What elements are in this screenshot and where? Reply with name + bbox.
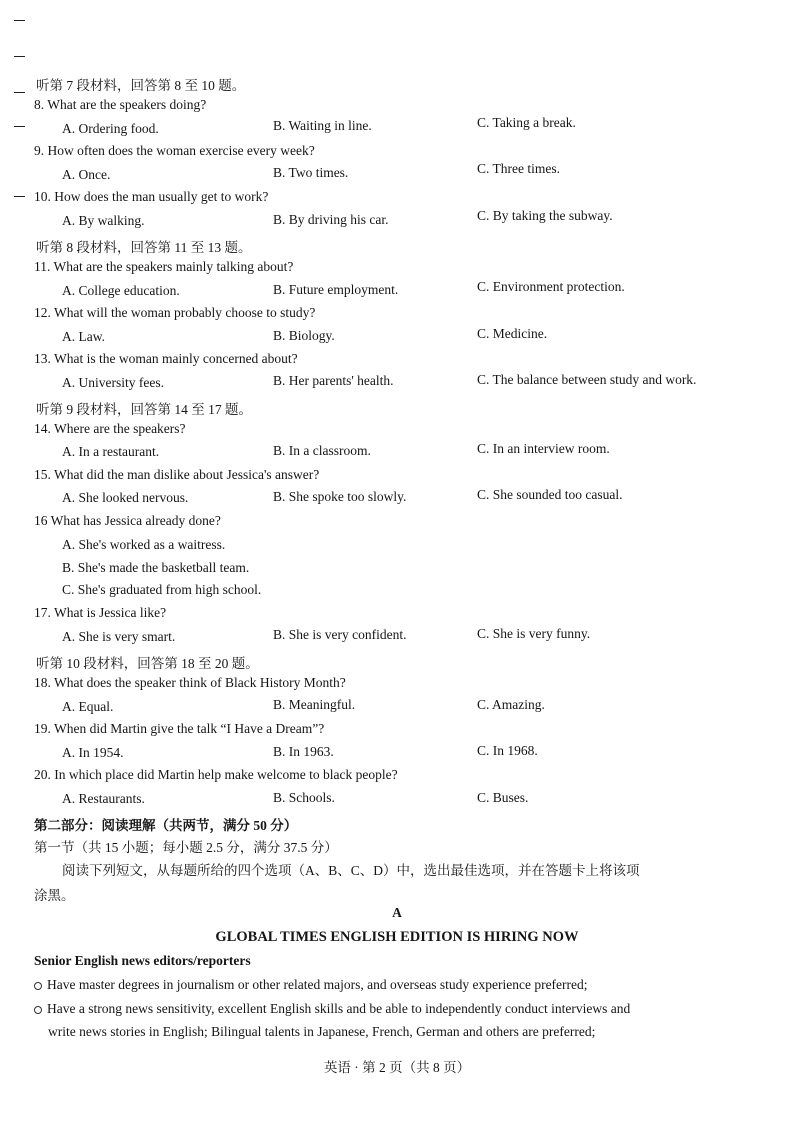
option-19b: B. In 1963. <box>273 744 334 759</box>
question-8: 8. What are the speakers doing? <box>34 97 207 112</box>
option-16a: A. She's worked as a waitress. <box>62 537 226 552</box>
question-18: 18. What does the speaker think of Black History Month? <box>34 675 346 690</box>
option-20a: A. Restaurants. <box>62 791 145 806</box>
option-20b: B. Schools. <box>273 790 335 805</box>
section-heading-7: 听第 7 段材料，回答第 8 至 10 题。 <box>36 78 246 93</box>
question-10: 10. How does the man usually get to work? <box>34 189 269 204</box>
option-20c: C. Buses. <box>477 790 529 805</box>
part2-title: 第二部分：阅读理解（共两节，满分 50 分） <box>34 818 298 833</box>
question-20: 20. In which place did Martin help make welcome to black people? <box>34 767 398 782</box>
option-13b: B. Her parents' health. <box>273 373 394 388</box>
question-9: 9. How often does the woman exercise every week? <box>34 143 315 158</box>
margin-mark <box>14 126 25 127</box>
option-14b: B. In a classroom. <box>273 443 371 458</box>
question-12: 12. What will the woman probably choose to study? <box>34 305 316 320</box>
margin-mark <box>14 56 25 57</box>
bullet-text: Have a strong news sensitivity, excellent English skills and be able to independently conduct interviews and <box>47 1001 631 1016</box>
margin-mark <box>14 196 25 197</box>
margin-mark <box>14 92 25 93</box>
option-11c: C. Environment protection. <box>477 279 625 294</box>
option-14c: C. In an interview room. <box>477 441 610 456</box>
option-13a: A. University fees. <box>62 375 164 390</box>
passage-label: A <box>392 905 402 920</box>
question-11: 11. What are the speakers mainly talking about? <box>34 259 294 274</box>
option-19c: C. In 1968. <box>477 743 538 758</box>
option-12b: B. Biology. <box>273 328 335 343</box>
question-15: 15. What did the man dislike about Jessica's answer? <box>34 467 320 482</box>
page-footer: 英语 · 第 2 页（共 8 页） <box>323 1060 471 1075</box>
part2-instruction: 阅读下列短文，从每题所给的四个选项（A、B、C、D）中，选出最佳选项，并在答题卡上将该项 <box>62 863 640 878</box>
option-10a: A. By walking. <box>62 213 145 228</box>
margin-mark <box>14 20 25 21</box>
option-17a: A. She is very smart. <box>62 629 176 644</box>
option-16c: C. She's graduated from high school. <box>62 582 262 597</box>
option-15b: B. She spoke too slowly. <box>273 489 407 504</box>
bullet-text-continuation: write news stories in English; Bilingual talents in Japanese, French, German and others are preferred; <box>48 1024 596 1039</box>
option-14a: A. In a restaurant. <box>62 444 160 459</box>
option-18b: B. Meaningful. <box>273 697 356 712</box>
section-heading-8: 听第 8 段材料，回答第 11 至 13 题。 <box>36 240 252 255</box>
option-9c: C. Three times. <box>477 161 560 176</box>
bullet-item <box>34 1001 630 1017</box>
question-16: 16 What has Jessica already done? <box>34 513 221 528</box>
option-8a: A. Ordering food. <box>62 121 159 136</box>
option-13c: C. The balance between study and work. <box>477 372 697 387</box>
option-11b: B. Future employment. <box>273 282 399 297</box>
section-heading-9: 听第 9 段材料，回答第 14 至 17 题。 <box>36 402 252 417</box>
option-15c: C. She sounded too casual. <box>477 487 623 502</box>
bullet-text: Have master degrees in journalism or other related majors, and overseas study experience preferred; <box>47 977 588 992</box>
question-13: 13. What is the woman mainly concerned about? <box>34 351 298 366</box>
passage-title: GLOBAL TIMES ENGLISH EDITION IS HIRING NOW <box>215 929 579 945</box>
option-12c: C. Medicine. <box>477 326 548 341</box>
question-17: 17. What is Jessica like? <box>34 605 167 620</box>
option-9a: A. Once. <box>62 167 111 182</box>
part2-instruction-cont: 涂黑。 <box>34 888 75 903</box>
question-14: 14. Where are the speakers? <box>34 421 186 436</box>
option-19a: A. In 1954. <box>62 745 124 760</box>
part2-section1: 第一节（共 15 小题；每小题 2.5 分，满分 37.5 分） <box>34 840 338 855</box>
option-16b: B. She's made the basketball team. <box>62 560 250 575</box>
option-10c: C. By taking the subway. <box>477 208 613 223</box>
bullet-icon <box>34 1006 42 1014</box>
bullet-icon <box>34 982 42 990</box>
option-17c: C. She is very funny. <box>477 626 591 641</box>
option-18c: C. Amazing. <box>477 697 545 712</box>
option-15a: A. She looked nervous. <box>62 490 189 505</box>
option-10b: B. By driving his car. <box>273 212 389 227</box>
question-19: 19. When did Martin give the talk “I Have a Dream”? <box>34 721 325 736</box>
bullet-item <box>34 977 588 993</box>
passage-subtitle: Senior English news editors/reporters <box>34 953 251 968</box>
option-11a: A. College education. <box>62 283 180 298</box>
option-8b: B. Waiting in line. <box>273 118 372 133</box>
option-17b: B. She is very confident. <box>273 627 407 642</box>
option-9b: B. Two times. <box>273 165 349 180</box>
option-18a: A. Equal. <box>62 699 114 714</box>
option-8c: C. Taking a break. <box>477 115 576 130</box>
option-12a: A. Law. <box>62 329 105 344</box>
section-heading-10: 听第 10 段材料，回答第 18 至 20 题。 <box>36 656 259 671</box>
